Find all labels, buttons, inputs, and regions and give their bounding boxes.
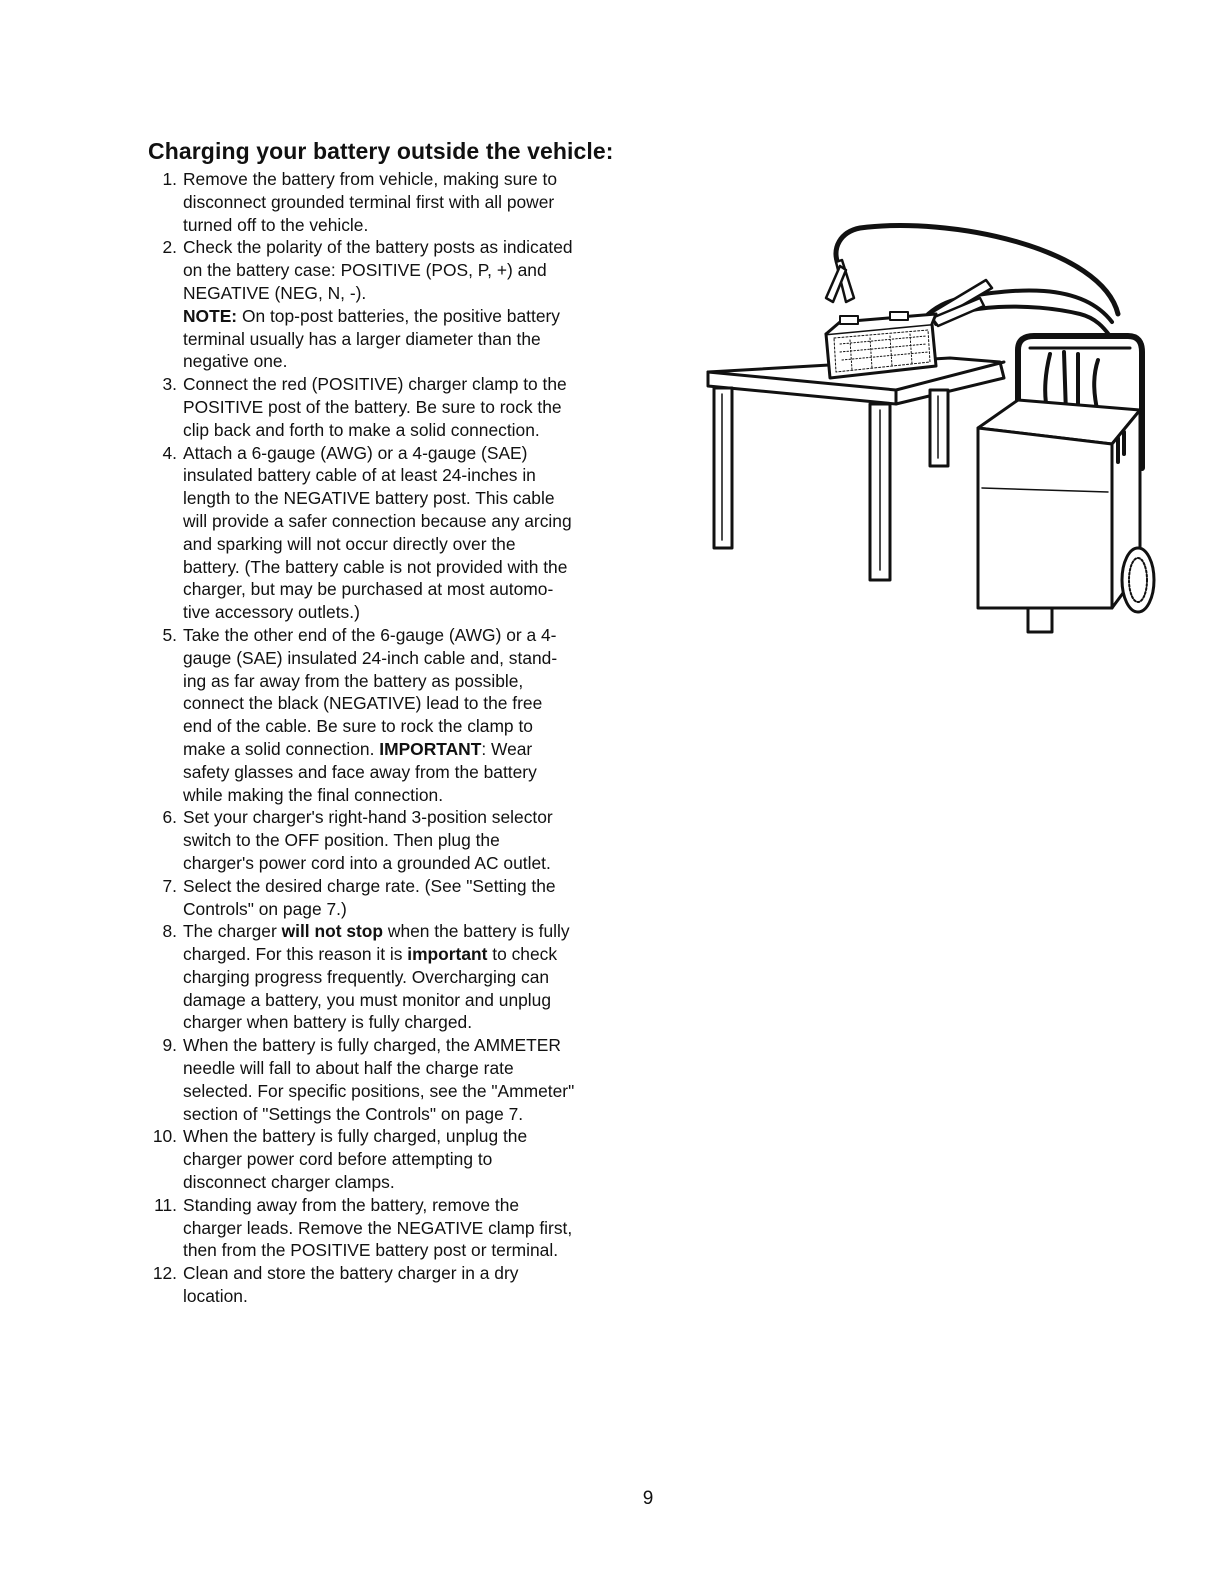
- step-number: 2.: [162, 237, 177, 258]
- section-heading: Charging your battery outside the vehicle:: [148, 138, 614, 164]
- step-text-line: [183, 191, 636, 214]
- positive-clamp: [826, 260, 854, 302]
- instruction-step: [146, 236, 636, 373]
- instruction-step: [146, 1125, 636, 1193]
- step-text-line: [183, 784, 636, 807]
- step-text-line: [183, 487, 636, 510]
- step-text-line: [183, 533, 636, 556]
- text-run: Standing away from the battery, remove the: [183, 1194, 520, 1215]
- step-number: 10.: [152, 1126, 177, 1147]
- emphasis-text: will not stop: [281, 921, 384, 942]
- step-text-line: [183, 875, 636, 898]
- text-run: insulated battery cable of at least 24-inches in: [183, 465, 536, 486]
- text-run: selected. For specific positions, see the "Ammeter": [183, 1080, 575, 1101]
- text-run: location.: [183, 1286, 248, 1307]
- text-run: switch to the OFF position. Then plug the: [183, 830, 500, 851]
- step-text-line: [183, 214, 636, 237]
- text-run: turned off to the vehicle.: [183, 214, 369, 235]
- step-text-line: [183, 578, 636, 601]
- step-text-line: [183, 647, 636, 670]
- text-run: negative one.: [183, 351, 288, 372]
- step-number: 4.: [162, 442, 177, 463]
- step-text-line: [183, 1239, 636, 1262]
- text-run: charger when battery is fully charged.: [183, 1012, 473, 1033]
- step-text-line: [183, 282, 636, 305]
- instruction-step: [146, 373, 636, 441]
- negative-clamp: [926, 280, 992, 326]
- text-run: charger's power cord into a grounded AC outlet.: [183, 852, 551, 873]
- text-run: charger, but may be purchased at most automo-: [183, 579, 554, 600]
- text-run: make a solid connection.: [183, 738, 380, 759]
- step-text-line: [183, 829, 636, 852]
- step-text-line: [183, 920, 636, 943]
- instruction-step: [146, 1262, 636, 1308]
- step-text-line: [183, 601, 636, 624]
- instruction-step: [146, 624, 636, 806]
- instruction-step: [146, 168, 636, 236]
- step-text-line: [183, 806, 636, 829]
- step-text-line: [183, 1148, 636, 1171]
- instruction-step: [146, 920, 636, 1034]
- text-run: Remove the battery from vehicle, making sure to: [183, 169, 558, 189]
- step-text-line: [183, 350, 636, 373]
- step-text-line: [183, 692, 636, 715]
- text-run: charger power cord before attempting to: [183, 1149, 493, 1170]
- battery: [826, 312, 936, 378]
- text-run: and sparking will not occur directly over the: [183, 533, 516, 554]
- step-text-line: [183, 442, 636, 465]
- step-text-line: [183, 715, 636, 738]
- text-run: Select the desired charge rate. (See "Setting the: [183, 875, 556, 896]
- instruction-list: [146, 168, 636, 1308]
- emphasis-text: important: [407, 944, 488, 965]
- step-number: 8.: [162, 921, 177, 942]
- text-run: Check the polarity of the battery posts as indicated: [183, 237, 573, 258]
- step-text-line: [183, 761, 636, 784]
- text-run: disconnect charger clamps.: [183, 1172, 395, 1193]
- text-run: When the battery is fully charged, unplug the: [183, 1126, 528, 1147]
- text-run: Take the other end of the 6-gauge (AWG) or a 4-: [183, 624, 557, 645]
- step-text-line: [183, 898, 636, 921]
- step-text-line: [183, 624, 636, 647]
- text-run: charging progress frequently. Overcharging can: [183, 966, 550, 987]
- battery-charging-illustration: [700, 218, 1160, 648]
- page-number: 9: [642, 1488, 654, 1509]
- text-run: gauge (SAE) insulated 24-inch cable and, stand-: [183, 647, 558, 668]
- text-run: needle will fall to about half the charge rate: [183, 1058, 514, 1079]
- step-text-line: [183, 738, 636, 761]
- step-text-line: [183, 1262, 636, 1285]
- text-run: : Wear: [481, 738, 533, 759]
- text-run: when the battery is fully: [383, 921, 570, 942]
- step-text-line: [183, 464, 636, 487]
- text-run: end of the cable. Be sure to rock the clamp to: [183, 716, 533, 737]
- step-text-line: [183, 1217, 636, 1240]
- emphasis-text: NOTE:: [183, 305, 238, 326]
- text-run: length to the NEGATIVE battery post. This cable: [183, 488, 555, 509]
- text-run: POSITIVE post of the battery. Be sure to rock the: [183, 396, 562, 417]
- step-number: 7.: [162, 875, 177, 896]
- text-run: charger leads. Remove the NEGATIVE clamp first,: [183, 1217, 573, 1238]
- emphasis-text: IMPORTANT: [379, 738, 482, 759]
- instruction-step: [146, 875, 636, 921]
- text-run: clip back and forth to make a solid connection.: [183, 419, 540, 440]
- step-number: 5.: [162, 624, 177, 645]
- step-text-line: [183, 943, 636, 966]
- step-text-line: [183, 556, 636, 579]
- step-number: 6.: [162, 807, 177, 828]
- step-text-line: [183, 989, 636, 1012]
- step-text-line: [183, 396, 636, 419]
- step-number: 11.: [154, 1194, 177, 1215]
- text-run: Connect the red (POSITIVE) charger clamp to the: [183, 374, 567, 395]
- text-run: When the battery is fully charged, the AMMETER: [183, 1035, 561, 1056]
- step-text-line: [183, 1034, 636, 1057]
- step-text-line: [183, 510, 636, 533]
- text-run: safety glasses and face away from the battery: [183, 761, 537, 782]
- text-run: The charger: [183, 921, 282, 942]
- text-run: terminal usually has a larger diameter than the: [183, 328, 541, 349]
- text-run: section of "Settings the Controls" on page 7.: [183, 1103, 524, 1124]
- text-run: then from the POSITIVE battery post or terminal.: [183, 1240, 559, 1261]
- text-run: tive accessory outlets.): [183, 602, 360, 623]
- step-text-line: [183, 419, 636, 442]
- text-run: damage a battery, you must monitor and unplug: [183, 989, 551, 1010]
- step-text-line: [183, 670, 636, 693]
- text-run: On top-post batteries, the positive battery: [237, 305, 560, 326]
- step-text-line: [183, 1171, 636, 1194]
- step-text-line: [183, 236, 636, 259]
- step-text-line: [183, 1194, 636, 1217]
- step-text-line: [183, 1011, 636, 1034]
- step-number: 12.: [152, 1263, 177, 1284]
- step-number: 1.: [162, 169, 177, 189]
- step-number: 3.: [162, 374, 177, 395]
- instruction-step: [146, 1034, 636, 1125]
- step-text-line: [183, 1125, 636, 1148]
- text-run: Controls" on page 7.): [183, 898, 347, 919]
- step-text-line: [183, 305, 636, 328]
- table: [708, 358, 1004, 580]
- step-text-line: [183, 1057, 636, 1080]
- step-text-line: [183, 852, 636, 875]
- step-text-line: [183, 259, 636, 282]
- instruction-step: [146, 806, 636, 874]
- text-run: will provide a safer connection because any arcing: [183, 510, 572, 531]
- text-run: Set your charger's right-hand 3-position selector: [183, 807, 553, 828]
- instruction-step: [146, 442, 636, 624]
- text-run: battery. (The battery cable is not provided with the: [183, 556, 568, 577]
- text-run: Clean and store the battery charger in a dry: [183, 1263, 519, 1284]
- battery-charger: [978, 400, 1154, 632]
- step-text-line: [183, 1103, 636, 1126]
- text-run: NEGATIVE (NEG, N, -).: [183, 282, 367, 303]
- step-text-line: [183, 1080, 636, 1103]
- step-number: 9.: [162, 1035, 177, 1056]
- step-text-line: [183, 373, 636, 396]
- step-text-line: [183, 1285, 636, 1308]
- text-run: on the battery case: POSITIVE (POS, P, +) and: [183, 260, 547, 281]
- text-run: Attach a 6-gauge (AWG) or a 4-gauge (SAE): [183, 442, 528, 463]
- text-run: to check: [487, 944, 558, 965]
- step-text-line: [183, 966, 636, 989]
- text-run: ing as far away from the battery as possible,: [183, 670, 524, 691]
- text-run: connect the black (NEGATIVE) lead to the free: [183, 693, 543, 714]
- text-run: charged. For this reason it is: [183, 944, 408, 965]
- step-text-line: [183, 168, 636, 191]
- text-run: while making the final connection.: [183, 784, 444, 805]
- text-run: disconnect grounded terminal first with all power: [183, 191, 555, 212]
- step-text-line: [183, 328, 636, 351]
- instruction-step: [146, 1194, 636, 1262]
